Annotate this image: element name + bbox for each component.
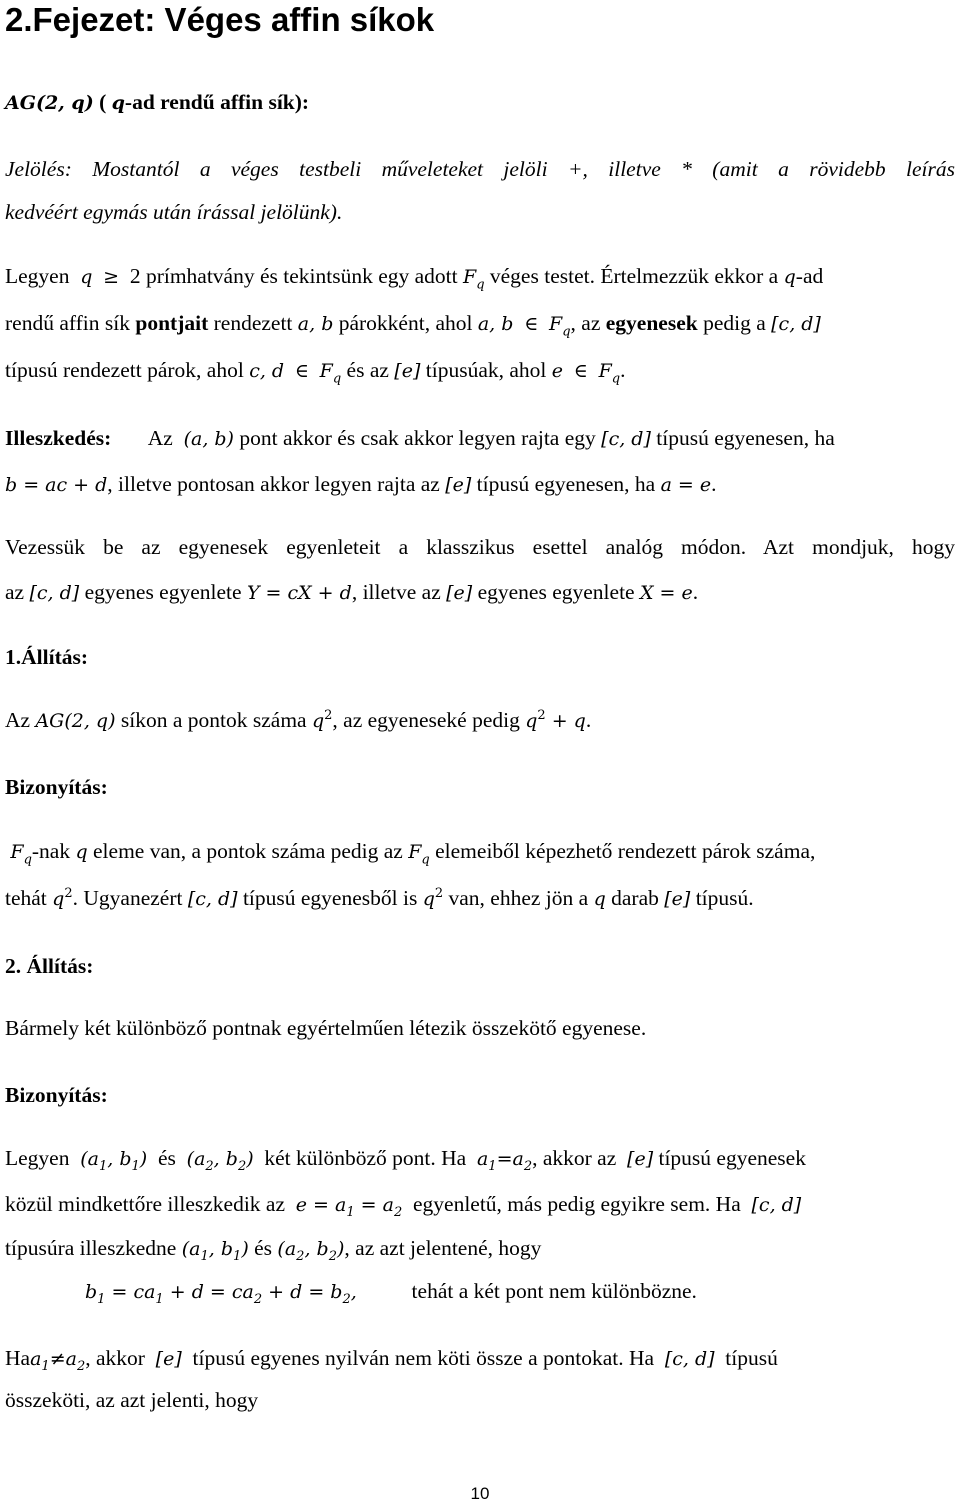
claim-2-text: Bármely két különböző pontnak egyértelműen létezik összekötő egyenese. xyxy=(5,1016,647,1040)
proof-1-line-2: tehát $q^2$. Ugyanezért [c, d] típusú egyenesből is $q^2$ van, ehhez jön a q darab [e] típusú. xyxy=(5,885,754,910)
proof-2-heading: Bizonyítás: xyxy=(5,1083,108,1107)
display-equation: $b_1 = ca_1 + d = ca_2 + d = b_2$, xyxy=(85,1281,357,1307)
proof-2-line-4: $Haa_1\ne a_2$, akkor [e] típusú egyenes nyilván nem köti össze a pontokat. Ha [c, d] típusú xyxy=(5,1346,778,1374)
incidence-label: Illeszkedés: xyxy=(5,426,112,450)
point-a1-b1: ($a_1$, $b_1$) xyxy=(80,1148,148,1174)
definition-line-3: típusú rendezett párok, ahol c, d ∈ $F_q$ és az [e] típusúak, ahol e ∈ $F_q$. xyxy=(5,358,626,387)
term-points: pontjait xyxy=(135,311,209,335)
equations-line-1: Vezessük be az egyenesek egyenleteit a klasszikus esettel analóg módon. Azt mondjuk, hogy xyxy=(5,535,955,559)
proof-1-heading: Bizonyítás: xyxy=(5,775,108,799)
proof-2-line-3: típusúra illeszkedne ($a_1$, $b_1$) és ($a_2$, $b_2$), az azt jelentené, hogy xyxy=(5,1236,542,1264)
section-heading: AG(2, q) ( q-ad rendű affin sík): xyxy=(5,90,310,114)
definition-line-1: Legyen q ≥ 2 prímhatvány és tekintsünk egy adott $F_q$ véges testet. Értelmezzük ekkor a q-ad xyxy=(5,264,824,293)
page-number: 10 xyxy=(470,1484,490,1503)
claim-1-heading: 1.Állítás: xyxy=(5,645,89,669)
claim-2-heading: 2. Állítás: xyxy=(5,954,94,978)
definition-line-2: rendű affin sík pontjait rendezett a, b párokként, ahol a, b ∈ $F_q$, az egyenesek pedig a [c, d] xyxy=(5,311,821,340)
point-a2-b2: ($a_2$, $b_2$) xyxy=(186,1148,254,1174)
incidence-line-1: Illeszkedés: Az (a, b) pont akkor és csak akkor legyen rajta egy [c, d] típusú egyenesen, ha xyxy=(5,426,835,450)
proof-2-equation-line: $b_1 = ca_1 + d = ca_2 + d = b_2$, tehát a két pont nem különbözne. xyxy=(85,1279,697,1307)
claim-1-text: Az AG(2, q) síkon a pontok száma $q^2$, az egyeneseké pedig $q^2 + q$. xyxy=(5,707,592,732)
notation-line-2: kedvéért egymás után írással jelölünk). xyxy=(5,200,343,224)
proof-1-line-1: $F_q$-nak q eleme van, a pontok száma pedig az $F_q$ elemeiből képezhető rendezett párok száma, xyxy=(10,839,816,868)
proof-2-line-5: összeköti, az azt jelenti, hogy xyxy=(5,1388,259,1412)
equations-line-2: az [c, d] egyenes egyenlete Y = cX + d, illetve az [e] egyenes egyenlete X = e. xyxy=(5,580,699,604)
term-lines: egyenesek xyxy=(605,311,698,335)
proof-2-line-1: Legyen ($a_1$, $b_1$) és ($a_2$, $b_2$) két különböző pont. Ha $a_1=a_2$, akkor az [e] típusú egyenesek xyxy=(5,1146,806,1174)
notation-line-1: Jelölés: Mostantól a véges testbeli műveleteket jelöli +, illetve * (amit a rövidebb leírás xyxy=(5,157,955,181)
incidence-line-2: b = ac + d, illetve pontosan akkor legyen rajta az [e] típusú egyenesen, ha a = e. xyxy=(5,472,717,496)
proof-2-line-2: közül mindkettőre illeszkedik az $e = a_1 = a_2$ egyenletű, más pedig egyikre sem. Ha [c, d] xyxy=(5,1192,802,1220)
chapter-title: 2.Fejezet: Véges affin síkok xyxy=(5,1,435,38)
